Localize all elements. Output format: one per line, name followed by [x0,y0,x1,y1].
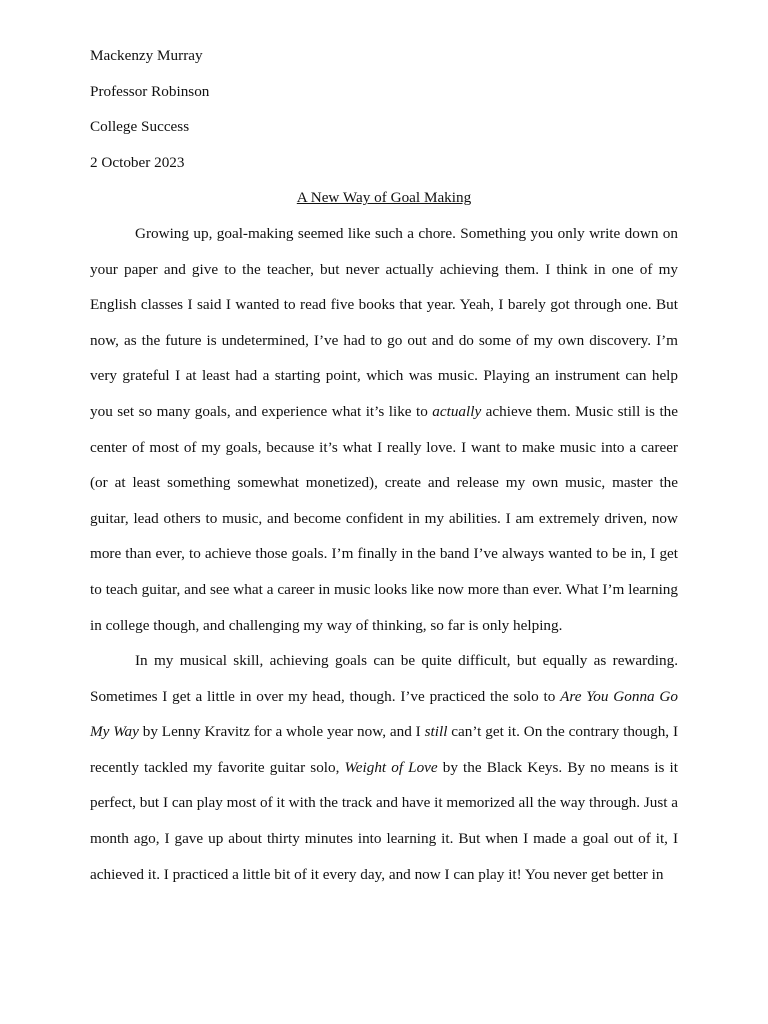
essay-title [90,180,678,216]
paragraph-text: by Lenny Kravitz for a whole year now, and I [138,723,425,741]
course-name: College Success [90,118,190,136]
paragraph-text: Growing up, goal-making seemed like such a chore. Something you only write down on your paper and give to the teacher, but never actually achieving them. I think in one of my English classes I said I wanted to read five books that year. Yeah, I barely got through one. But now, as the future is undetermined, I’ve had to go out and do some of my own discovery. I’m very grateful I at least had a starting point, which was music. Playing an instrument can help you set so many goals, and experience what it’s like to [90,224,678,420]
paragraph-text: In my musical skill, achieving goals can be quite difficult, but equally as rewarding. Sometimes I get a little in over my head, though. I’ve practiced the solo to [90,652,678,705]
essay-date: 2 October 2023 [90,153,185,171]
author-name: Mackenzy Murray [90,47,203,64]
song-title: Weight of Love [344,758,438,776]
essay-page [90,38,678,892]
italic-emphasis: actually [432,402,482,420]
paragraph-text: achieve them. Music still is the center of most of my goals, because it’s what I really love. I want to make music into a career (or at least something somewhat monetized), create and release my own music, master the guitar, lead others to music, and become confident in my abilities. I am extremely driven, now more than ever, to achieve those goals. I’m finally in the band I’ve always wanted to be in, I get to teach guitar, and see what a career in music looks like now more than ever. What I’m learning in college though, and challenging my way of thinking, so far is only helping. [90,402,678,634]
paragraph-text: can’t get it. On the contrary though, I recently tackled my favorite guitar solo, [90,723,679,776]
song-title: Are You Gonna Go My Way [90,687,678,741]
body-paragraph-1 [90,216,678,643]
body-paragraph-2 [90,643,678,892]
essay-title-text: A New Way of Goal Making [296,189,472,207]
professor-name: Professor Robinson [90,82,210,100]
paragraph-text: by the Black Keys. By no means is it perfect, but I can play most of it with the track and have it memorized all the way through. Just a month ago, I gave up about thirty minutes into learning it. But when I made a goal out of it, I achieved it. I practiced a little bit of it every day, and now I can play it! You never get better in [90,758,678,883]
italic-emphasis: still [424,723,448,741]
